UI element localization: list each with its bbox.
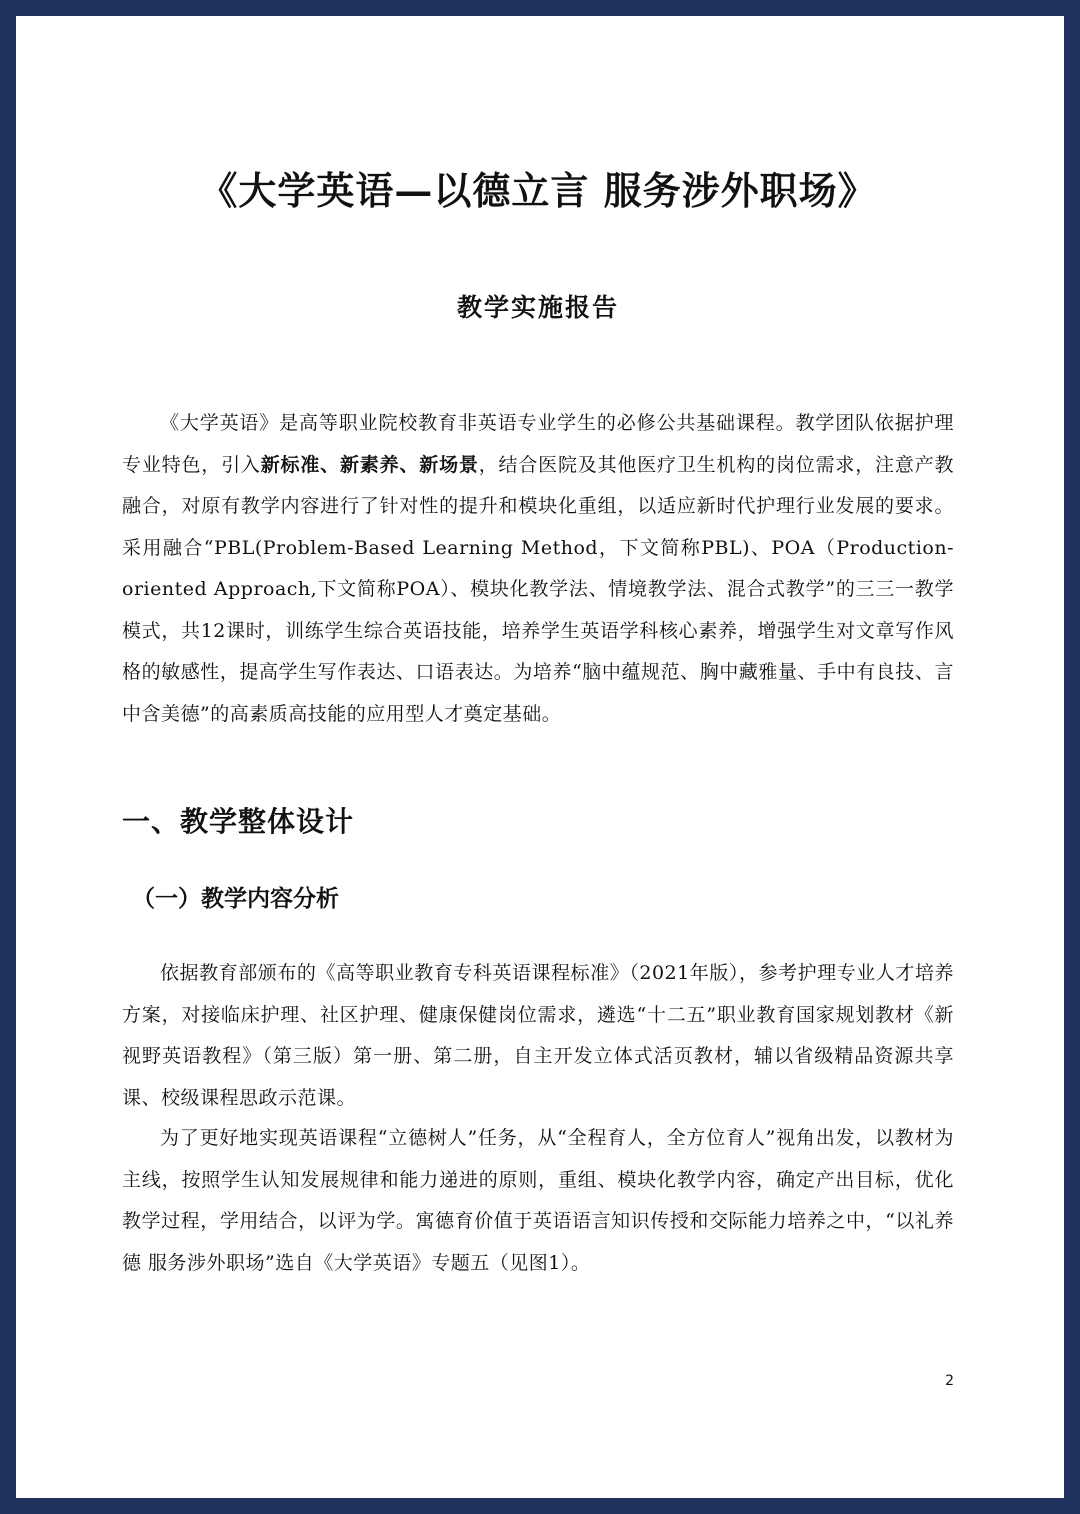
- section-heading-1: 一、教学整体设计: [122, 805, 355, 838]
- content-paragraph-1: 依据教育部颁布的《高等职业教育专科英语课程标准》（2021年版），参考护理专业人才培养方案，对接临床护理、社区护理、健康保健岗位需求，遴选“十二五”职业教育国家规划教材《新视野英语教程》（第三版）第一册、第二册，自主开发立体式活页教材，辅以省级精品资源共享课、校级课程思政示范课。: [122, 962, 954, 1109]
- document-title: 《大学英语—以德立言 服务涉外职场》: [199, 168, 877, 213]
- document-subtitle: 教学实施报告: [456, 293, 619, 322]
- subsection-heading-1: （一）教学内容分析: [132, 886, 339, 912]
- intro-bold-text: 新标准、新素养、新场景: [260, 453, 479, 476]
- content-paragraph-2: 为了更好地实现英语课程“立德树人”任务，从“全程育人，全方位育人”视角出发，以教材为主线，按照学生认知发展规律和能力递进的原则，重组、模块化教学内容，确定产出目标，优化教学过程，学用结合，以评为学。寓德育价值于英语语言知识传授和交际能力培养之中，“以礼养德 服务涉外职场”选自《大学英语》专题五（见图1）。: [122, 1127, 954, 1274]
- intro-text-part1: 《大学英语》是高等职业院校教育非英语专业学生的必修公共基础课程。教学团队依据护理专业特色，引入: [122, 412, 954, 476]
- intro-text-part2: ，结合医院及其他医疗卫生机构的岗位需求，注意产教融合，对原有教学内容进行了针对性的提升和模块化重组，以适应新时代护理行业发展的要求。采用融合“PBL(Problem-Based Learning Method，下文简称PBL)、POA（Production-oriented Approach,下文简称POA）、模块化教学法、情境教学法、混合式教学”的三三一教学模式，共12课时，训练学生综合英语技能，培养学生英语学科核心素养，增强学生对文章写作风格的敏感性，提高学生写作表达、口语表达。为培养“脑中蕴规范、胸中藏雅量、手中有良技、言中含美德”的高素质高技能的应用型人才奠定基础。: [122, 453, 954, 725]
- intro-paragraph: [122, 403, 954, 735]
- page-number: 2: [945, 1373, 954, 1389]
- document-page: [122, 0, 954, 1514]
